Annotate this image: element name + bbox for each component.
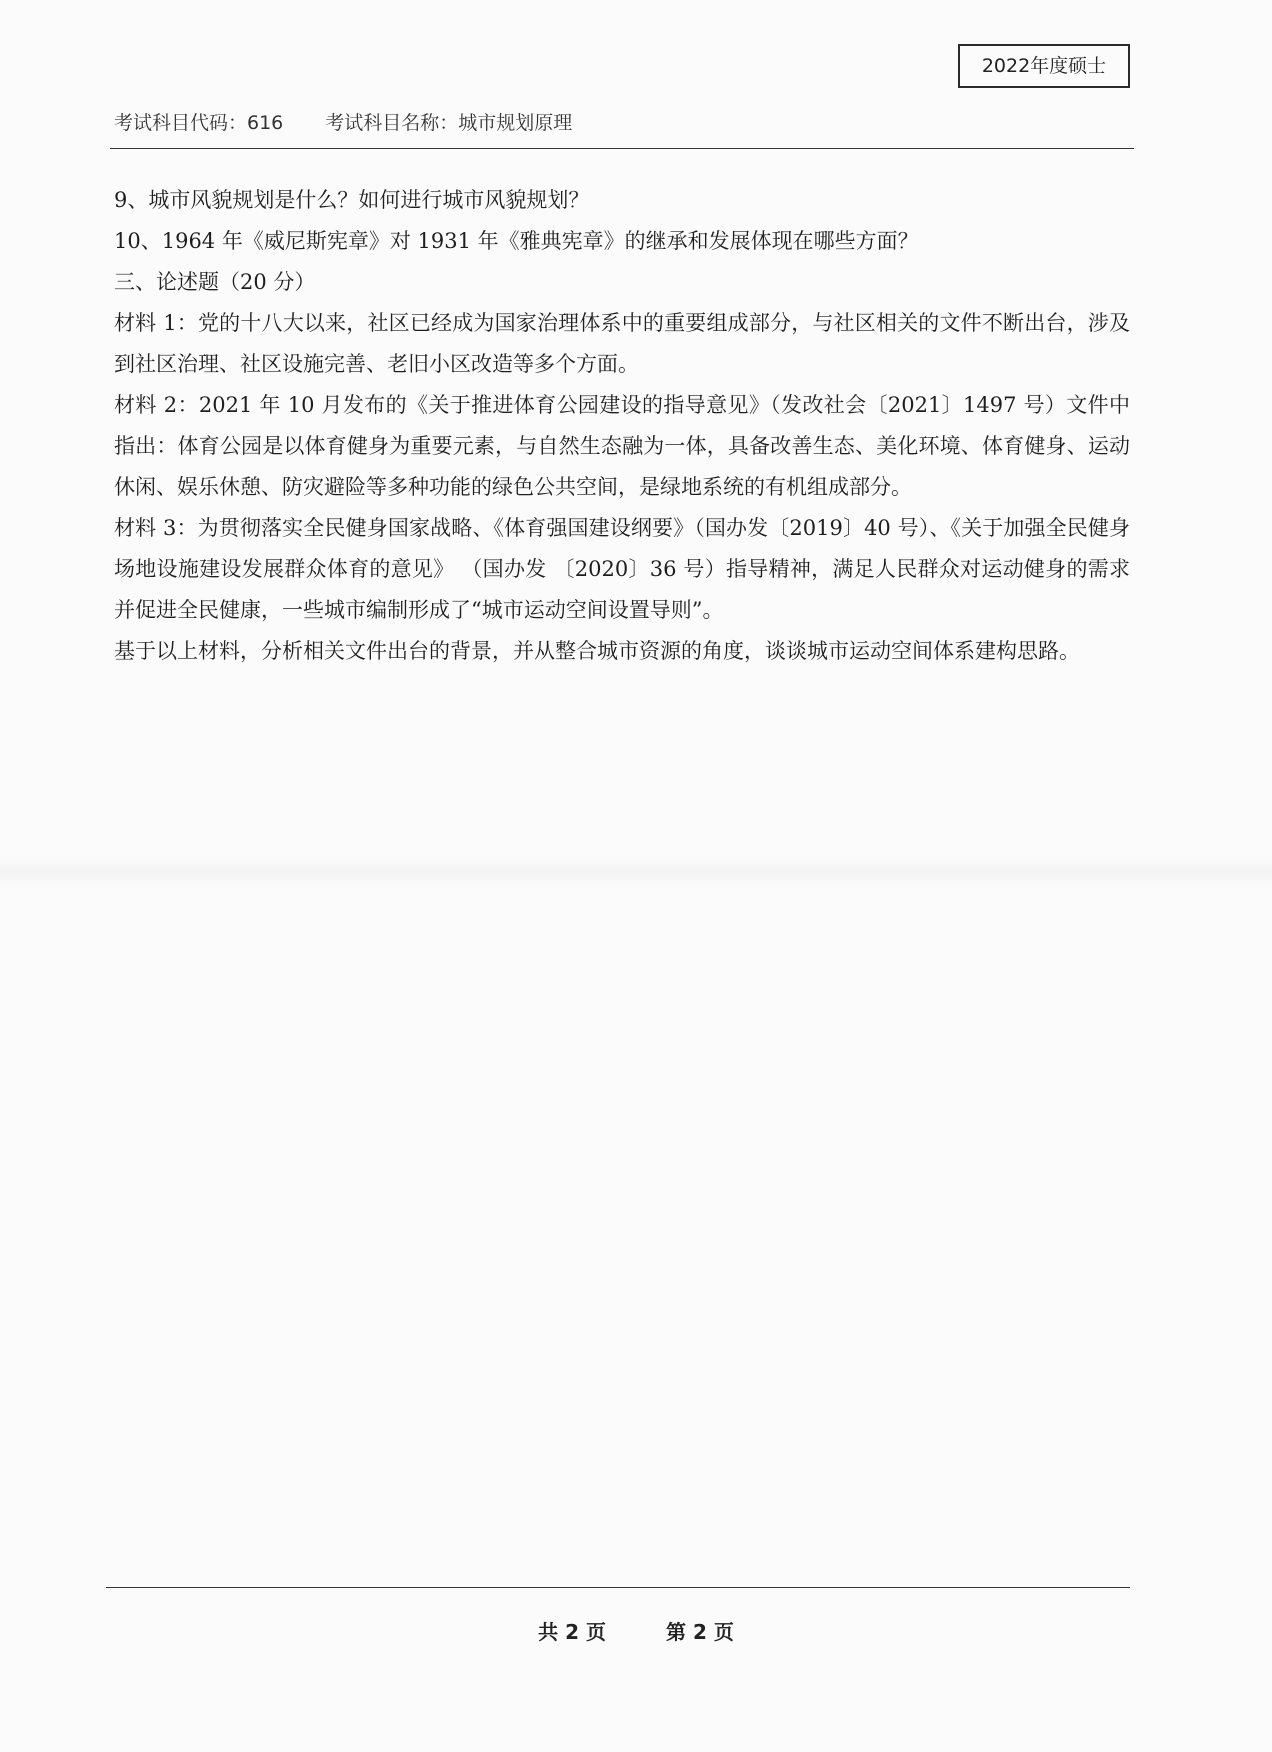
exam-header [114,108,572,135]
material-3: 材料 3：为贯彻落实全民健身国家战略、《体育强国建设纲要》（国办发〔2019〕40 号）、《关于加强全民健身场地设施建设发展群众体育的意见》 （国办发 〔2020〕36 号）指导精神，满足人民群众对运动健身的需求并促进全民健康，一些城市编制形成了“城市运动空间设置导则”。 [114,516,1130,622]
subject-code: 考试科目代码：616 [114,112,284,134]
question-10: 10、1964 年《威尼斯宪章》对 1931 年《雅典宪章》的继承和发展体现在哪些方面？ [114,229,919,253]
scan-fold-shadow [0,858,1272,888]
footer-divider [106,1587,1130,1588]
question-body [114,180,1130,672]
section-essay-heading: 三、论述题（20 分） [114,270,316,294]
page-footer [0,1616,1272,1645]
material-1: 材料 1：党的十八大以来，社区已经成为国家治理体系中的重要组成部分，与社区相关的文件不断出台，涉及到社区治理、社区设施完善、老旧小区改造等多个方面。 [114,311,1130,376]
subject-name: 考试科目名称：城市规划原理 [325,112,573,134]
degree-tag: 2022年度硕士 [958,44,1130,88]
material-2: 材料 2：2021 年 10 月发布的《关于推进体育公园建设的指导意见》（发改社会〔2021〕1497 号）文件中指出：体育公园是以体育健身为重要元素，与自然生态融为一体，具备改善生态、美化环境、体育健身、运动休闲、娱乐休憩、防灾避险等多种功能的绿色公共空间，是绿地系统的有机组成部分。 [114,393,1130,499]
essay-prompt: 基于以上材料，分析相关文件出台的背景，并从整合城市资源的角度，谈谈城市运动空间体系建构思路。 [114,639,1080,663]
question-9: 9、城市风貌规划是什么？如何进行城市风貌规划？ [114,188,590,212]
total-pages: 共 2 页 [538,1620,606,1644]
current-page: 第 2 页 [666,1620,734,1644]
header-divider [110,148,1134,149]
